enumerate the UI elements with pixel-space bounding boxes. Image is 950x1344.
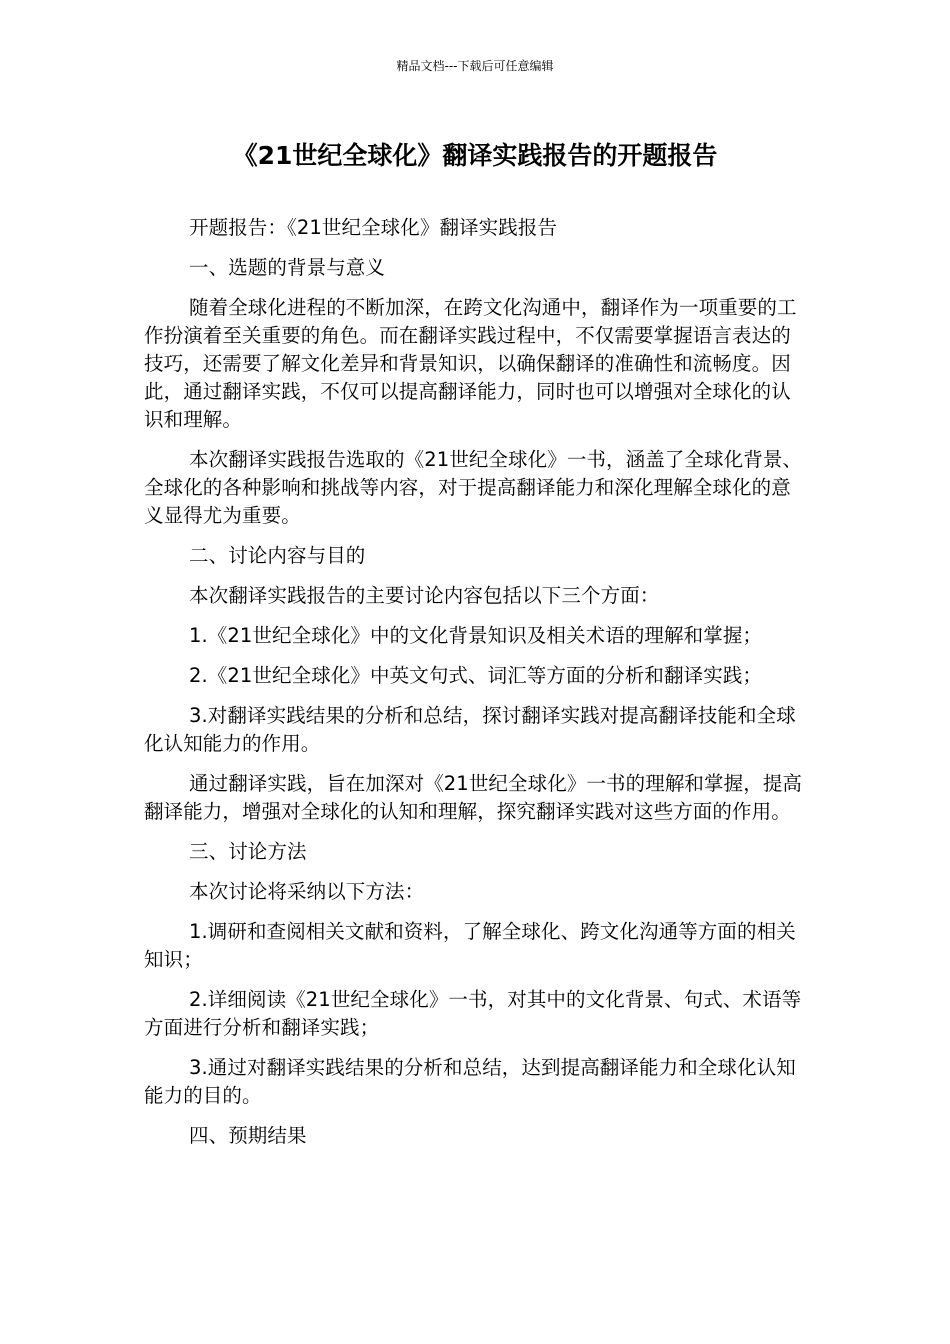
list-item: 1.《21世纪全球化》中的文化背景知识及相关术语的理解和掌握； [189, 624, 763, 647]
header-note: 精品文档---下载后可任意编辑 [396, 59, 554, 73]
section-heading-method: 三、讨论方法 [189, 840, 307, 863]
list-item: 3.对翻译实践结果的分析和总结，探讨翻译实践对提高翻译技能和全球化认知能力的作用。 [144, 704, 796, 755]
body-paragraph: 本次翻译实践报告的主要讨论内容包括以下三个方面： [189, 584, 660, 607]
body-paragraph: 随着全球化进程的不断加深，在跨文化沟通中，翻译作为一项重要的工作扮演着至关重要的角色。而在翻译实践过程中，不仅需要掌握语言表达的技巧，还需要了解文化差异和背景知识，以确保翻译的准确性和流畅度。因此，通过翻译实践，不仅可以提高翻译能力，同时也可以增强对全球化的认识和理解。 [144, 296, 797, 431]
body-paragraph: 本次翻译实践报告选取的《21世纪全球化》一书，涵盖了全球化背景、全球化的各种影响和挑战等内容，对于提高翻译能力和深化理解全球化的意义显得尤为重要。 [144, 448, 803, 527]
section-heading-background: 一、选题的背景与意义 [189, 256, 386, 279]
document-body [144, 214, 806, 1162]
report-subtitle: 开题报告：《21世纪全球化》翻译实践报告 [189, 216, 558, 239]
list-item: 1.调研和查阅相关文献和资料，了解全球化、跨文化沟通等方面的相关知识； [144, 920, 796, 971]
body-paragraph: 通过翻译实践，旨在加深对《21世纪全球化》一书的理解和掌握，提高翻译能力，增强对全球化的认知和理解，探究翻译实践对这些方面的作用。 [144, 772, 803, 823]
body-paragraph: 本次讨论将采纳以下方法： [189, 880, 425, 903]
list-item: 3.通过对翻译实践结果的分析和总结，达到提高翻译能力和全球化认知能力的目的。 [144, 1056, 796, 1107]
section-heading-results: 四、预期结果 [189, 1124, 307, 1147]
list-item: 2.《21世纪全球化》中英文句式、词汇等方面的分析和翻译实践； [189, 664, 763, 687]
list-item: 2.详细阅读《21世纪全球化》一书，对其中的文化背景、句式、术语等方面进行分析和翻译实践； [144, 988, 802, 1039]
section-heading-content: 二、讨论内容与目的 [189, 544, 366, 567]
document-title: 《21世纪全球化》翻译实践报告的开题报告 [232, 141, 718, 170]
